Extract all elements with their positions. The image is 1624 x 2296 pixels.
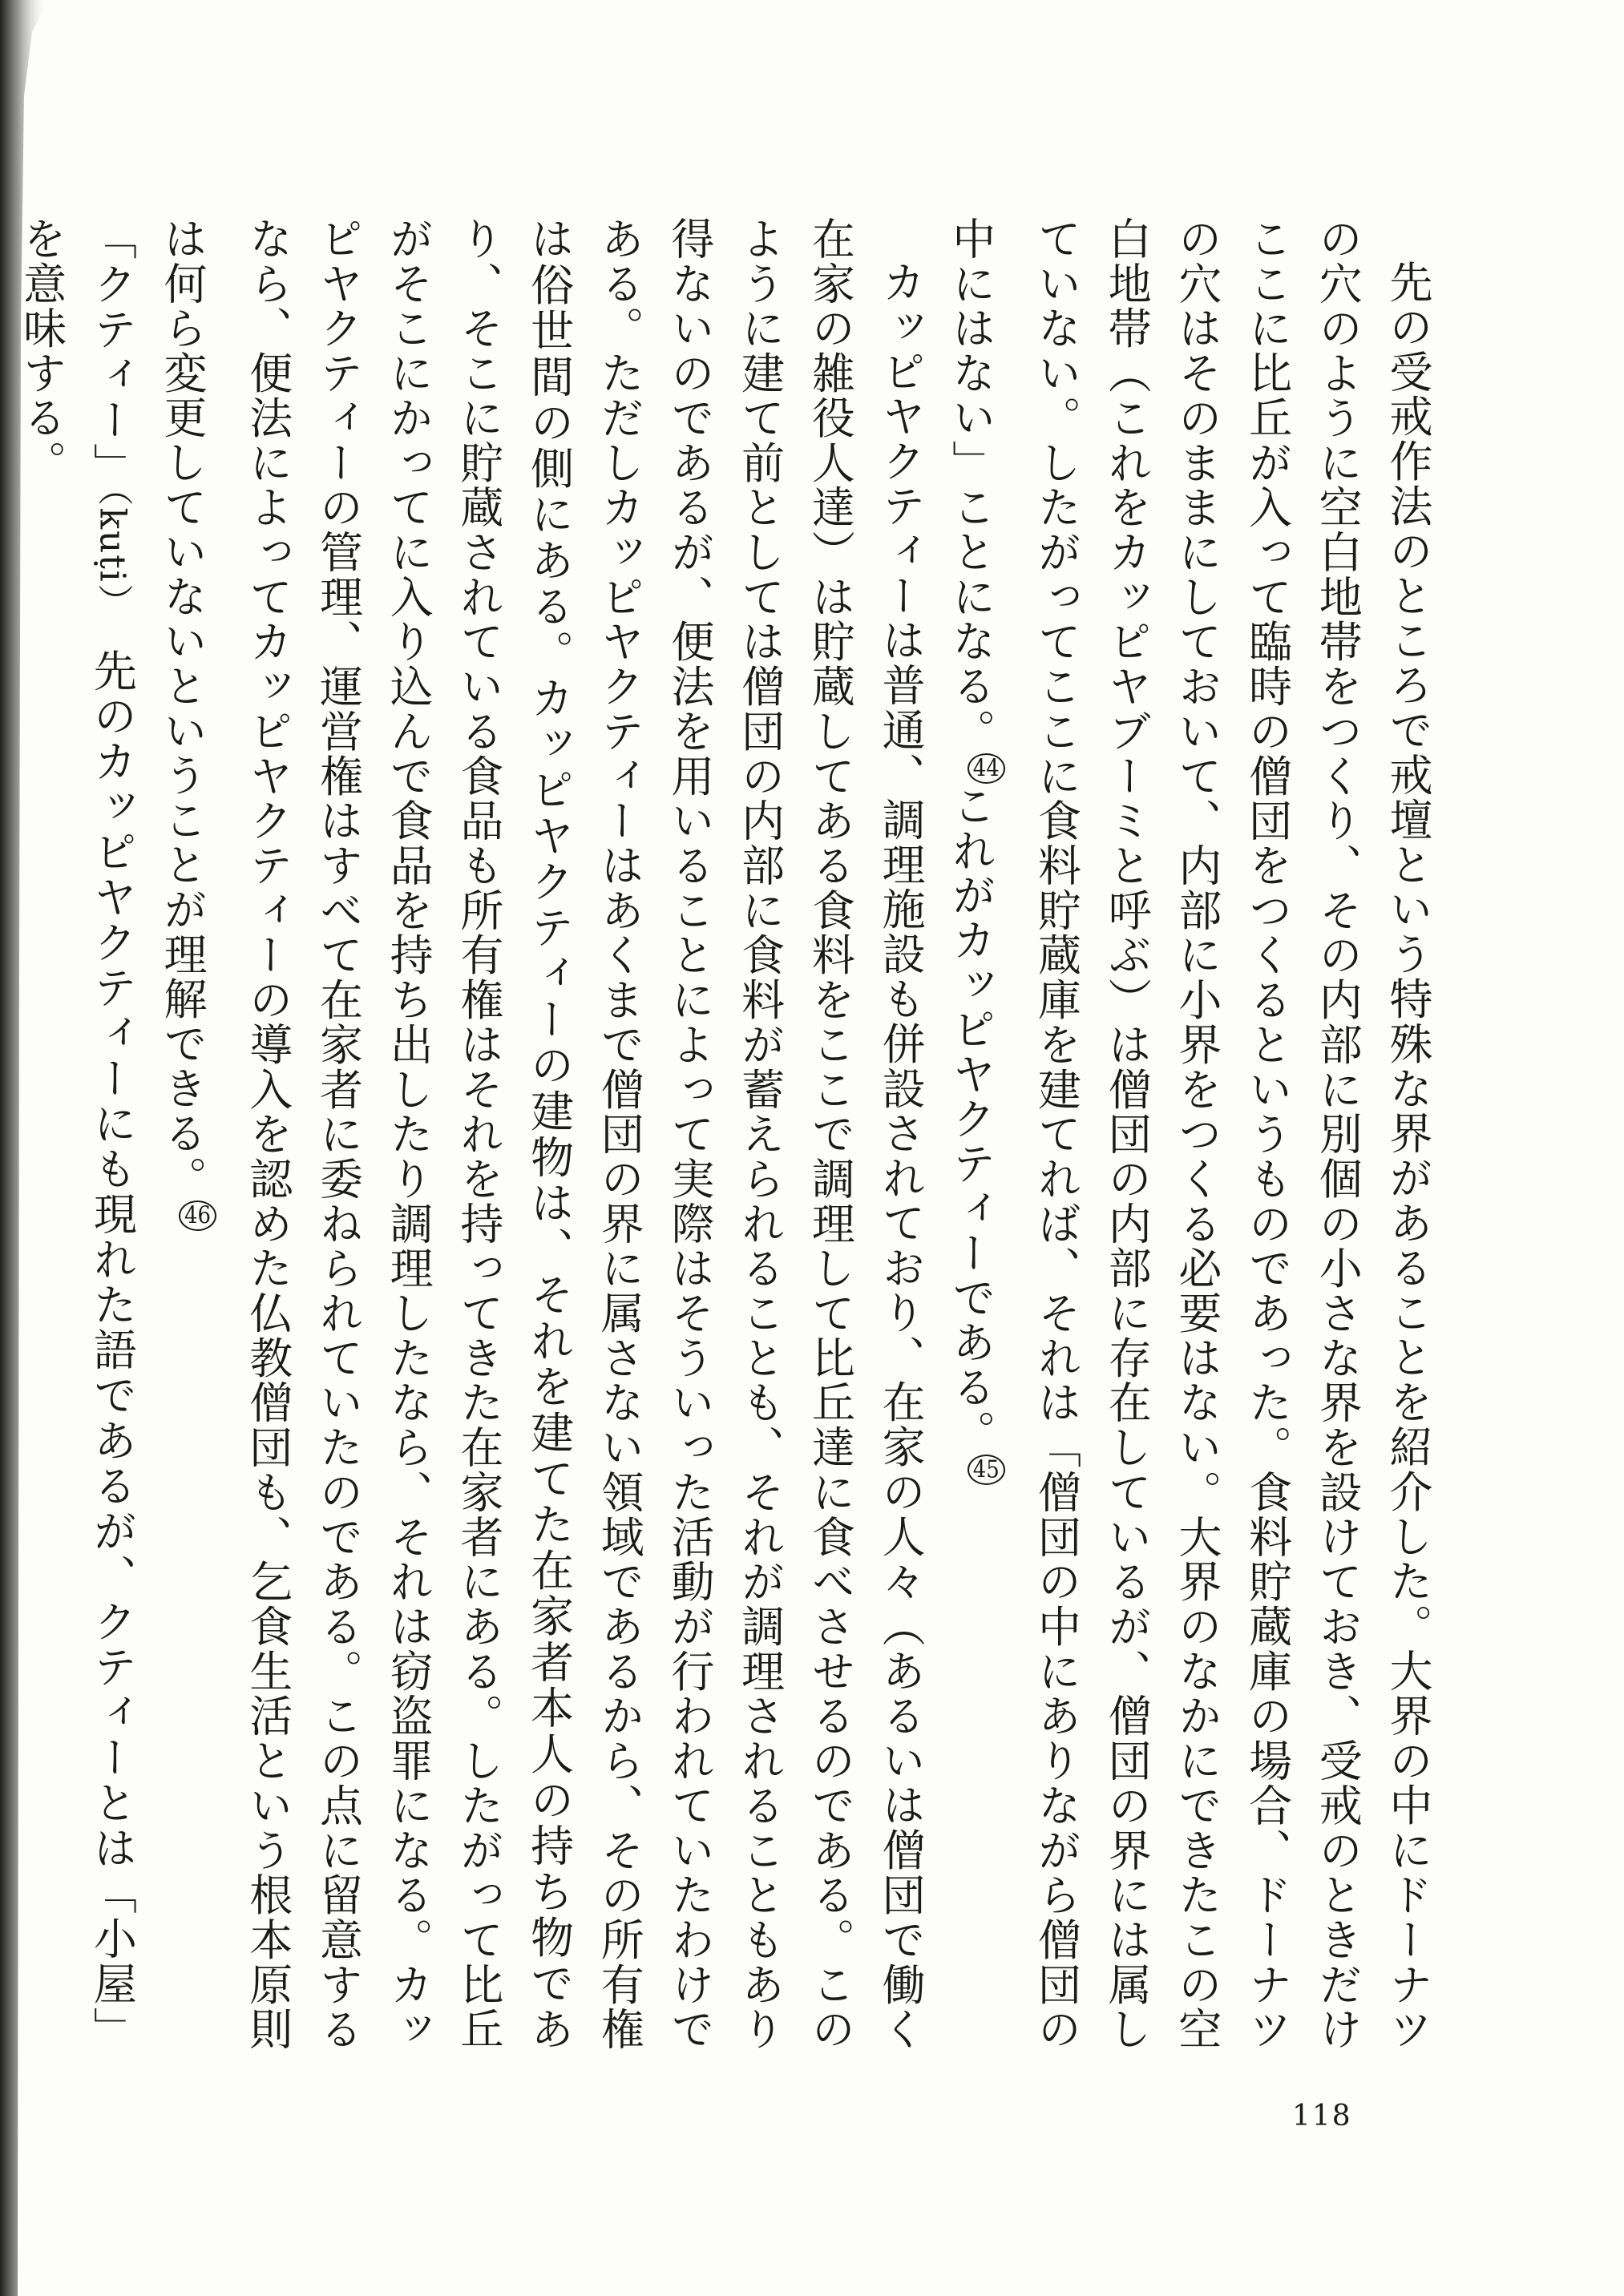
paragraph-2 [147, 216, 935, 2052]
note-ref-44: 44 [968, 753, 1005, 784]
body-text [16, 216, 1443, 2052]
paragraph-3-latin-term: （kuṭi） [91, 488, 133, 603]
paragraph-3-text: 先のカッピヤクティーにも現れた語であるが、クティーとは「小屋」を意味する。 [16, 216, 138, 2052]
page-number: 118 [1292, 2100, 1352, 2133]
paragraph-2-text: カッピヤクティーは普通、調理施設も併設されており、在家の人々（あるいは僧団で働く在家の雑役人達）は貯蔵してある食料をここで調理して比丘達に食べさせるのである。このように建て前としては僧団の内部に食料が蓄えられることも、それが調理されることもあり得ないのであるが、便法を用いることによって実際はそういった活動が行われていたわけである。ただしカッピヤクティーはあくまで僧団の界に属さない領域であるから、その所有権は俗世間の側にある。カッピヤクティーの建物は、それを建てた在家者本人の持ち物であり、そこに貯蔵されている食品も所有権はそれを持ってきた在家者にある。したがって比丘がそこにかってに入り込んで食品を持ち出したり調理したなら、それは窃盗罪になる。カッピヤクティーの管理、運営権はすべて在家者に委ねられていたのである。この点に留意するなら、便法によってカッピヤクティーの導入を認めた仏教僧団も、乞食生活という根本原則は何ら変更していないということが理解できる。 [157, 216, 927, 2052]
note-ref-46: 46 [179, 1200, 216, 1231]
paragraph-1-text-a: 先の受戒作法のところで戒壇という特殊な界があることを紹介した。大界の中にドーナツの穴のように空白地帯をつくり、その内部に別個の小さな界を設けておき、受戒のときだけここに比丘が入って臨時の僧団をつくるというものであった。食料貯蔵庫の場合、ドーナツの穴はそのままにしておいて、内部に小界をつくる必要はない。大界のなかにできたこの空白地帯（これをカッピヤブーミと呼ぶ）は僧団の内部に存在しているが、僧団の界には属していない。したがってここに食料貯蔵庫を建てれば、それは「僧団の中にありながら僧団の中にはない」ことになる。 [945, 216, 1433, 2052]
paragraph-1-text-b: これがカッピヤクティーである。 [945, 783, 996, 1455]
paragraph-3 [6, 216, 147, 2052]
paragraph-1 [935, 216, 1443, 2052]
note-ref-45: 45 [968, 1455, 1005, 1485]
paragraph-3-term: 「クティー」 [87, 216, 138, 489]
